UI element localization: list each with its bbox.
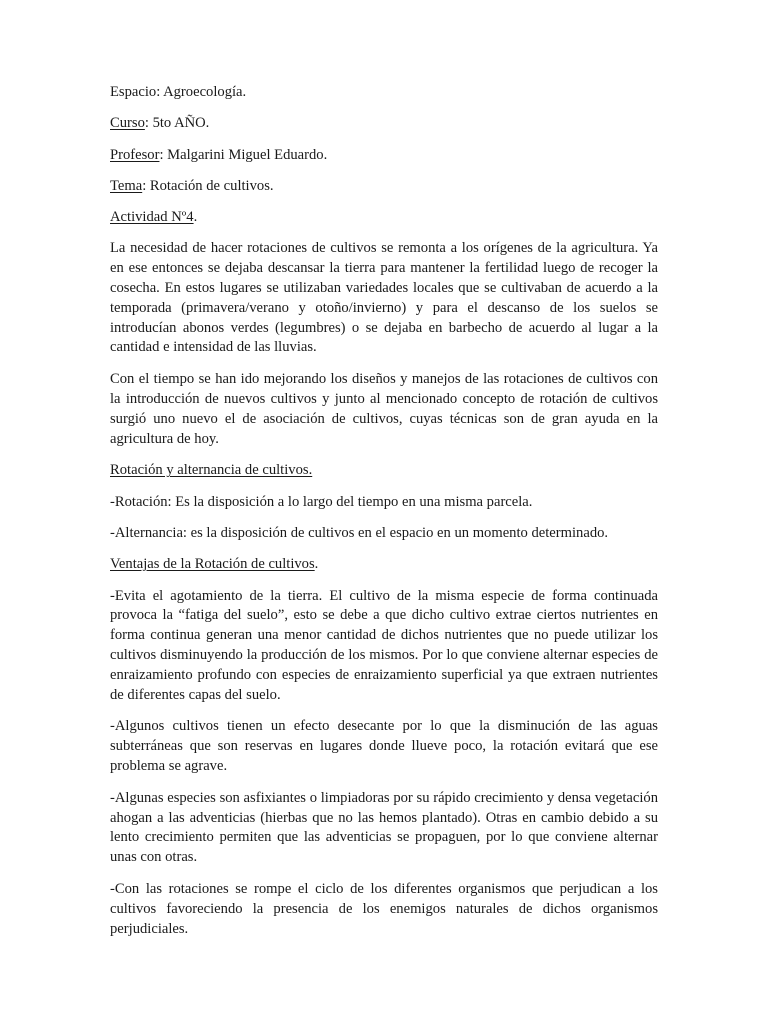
actividad-line xyxy=(110,208,658,228)
ventaja-item: -Algunas especies son asfixiantes o limpiadoras por su rápido crecimiento y densa vegetación ahogan a las adventicias (hierbas que no las hemos plantado). Otras en cambio debido a su lento crecimiento permiten que las adventicias se propaguen, por lo que conviene alternar unas con otras. xyxy=(110,789,658,866)
tema-line xyxy=(110,177,658,197)
alternancia-definition: -Alternancia: es la disposición de cultivos en el espacio en un momento determinado. xyxy=(110,525,609,542)
espacio-line: Espacio: Agroecología. xyxy=(110,84,247,100)
intro-paragraph-2: Con el tiempo se han ido mejorando los diseños y manejos de las rotaciones de cultivos con la introducción de nuevos cultivos y junto al mencionado concepto de rotación de cultivos surgió uno nuevo el de asociación de cultivos, cuyas técnicas son de gran ayuda en la agricultura de hoy. xyxy=(110,371,658,447)
tema-value: : Rotación de cultivos. xyxy=(142,177,274,194)
tema-label: Tema xyxy=(110,177,143,194)
ventaja-item: -Evita el agotamiento de la tierra. El cultivo de la misma especie de forma continuada provoca la “fatiga del suelo”, esto se debe a que dicho cultivo extrae ciertos nutrientes en forma continua generan una menor cantidad de dichos nutrientes que no puede utilizar los cultivos disminuyendo la producción de los mismos. Por lo que conviene alternar especies de enraizamiento profundo con especies de enraizamiento superficial ya que extraen nutrientes de diferentes capas del suelo. xyxy=(110,587,658,703)
actividad-suffix: . xyxy=(193,209,198,226)
profesor-line xyxy=(110,146,658,166)
actividad-label: Actividad Nº4 xyxy=(110,209,194,226)
section-heading-ventajas: Ventajas de la Rotación de cultivos. xyxy=(110,556,319,573)
ventaja-item: -Con las rotaciones se rompe el ciclo de los diferentes organismos que perjudican a los cultivos favoreciendo la presencia de los enemigos naturales de dichos organismos perjudiciales. xyxy=(110,881,658,937)
rotacion-definition: -Rotación: Es la disposición a lo largo del tiempo en una misma parcela. xyxy=(110,493,533,510)
curso-value: : 5to AÑO. xyxy=(144,115,210,132)
intro-paragraph-1: La necesidad de hacer rotaciones de cultivos se remonta a los orígenes de la agricultura. Ya en ese entonces se dejaba descansar la tierra para mantener la fertilidad luego de recoger la cosecha. En estos lugares se utilizaban variedades locales que se cultivaban de acuerdo a la temporada (primavera/verano y otoño/invierno) y para el descanso de los suelos se introducían abonos verdes (legumbres) o se dejaba en barbecho de acuerdo al lugar a la cantidad e intensidad de las lluvias. xyxy=(110,240,658,356)
ventaja-item: -Algunos cultivos tienen un efecto desecante por lo que la disminución de las aguas subterráneas que son reservas en lugares donde llueve poco, la rotación evitará que ese problema se agrave. xyxy=(110,718,658,775)
profesor-label: Profesor xyxy=(110,146,160,163)
curso-line xyxy=(110,114,658,134)
curso-label: Curso xyxy=(110,115,145,132)
profesor-value: : Malgarini Miguel Eduardo. xyxy=(159,146,328,163)
section-heading-rotacion-alternancia: Rotación y alternancia de cultivos. xyxy=(110,462,313,479)
